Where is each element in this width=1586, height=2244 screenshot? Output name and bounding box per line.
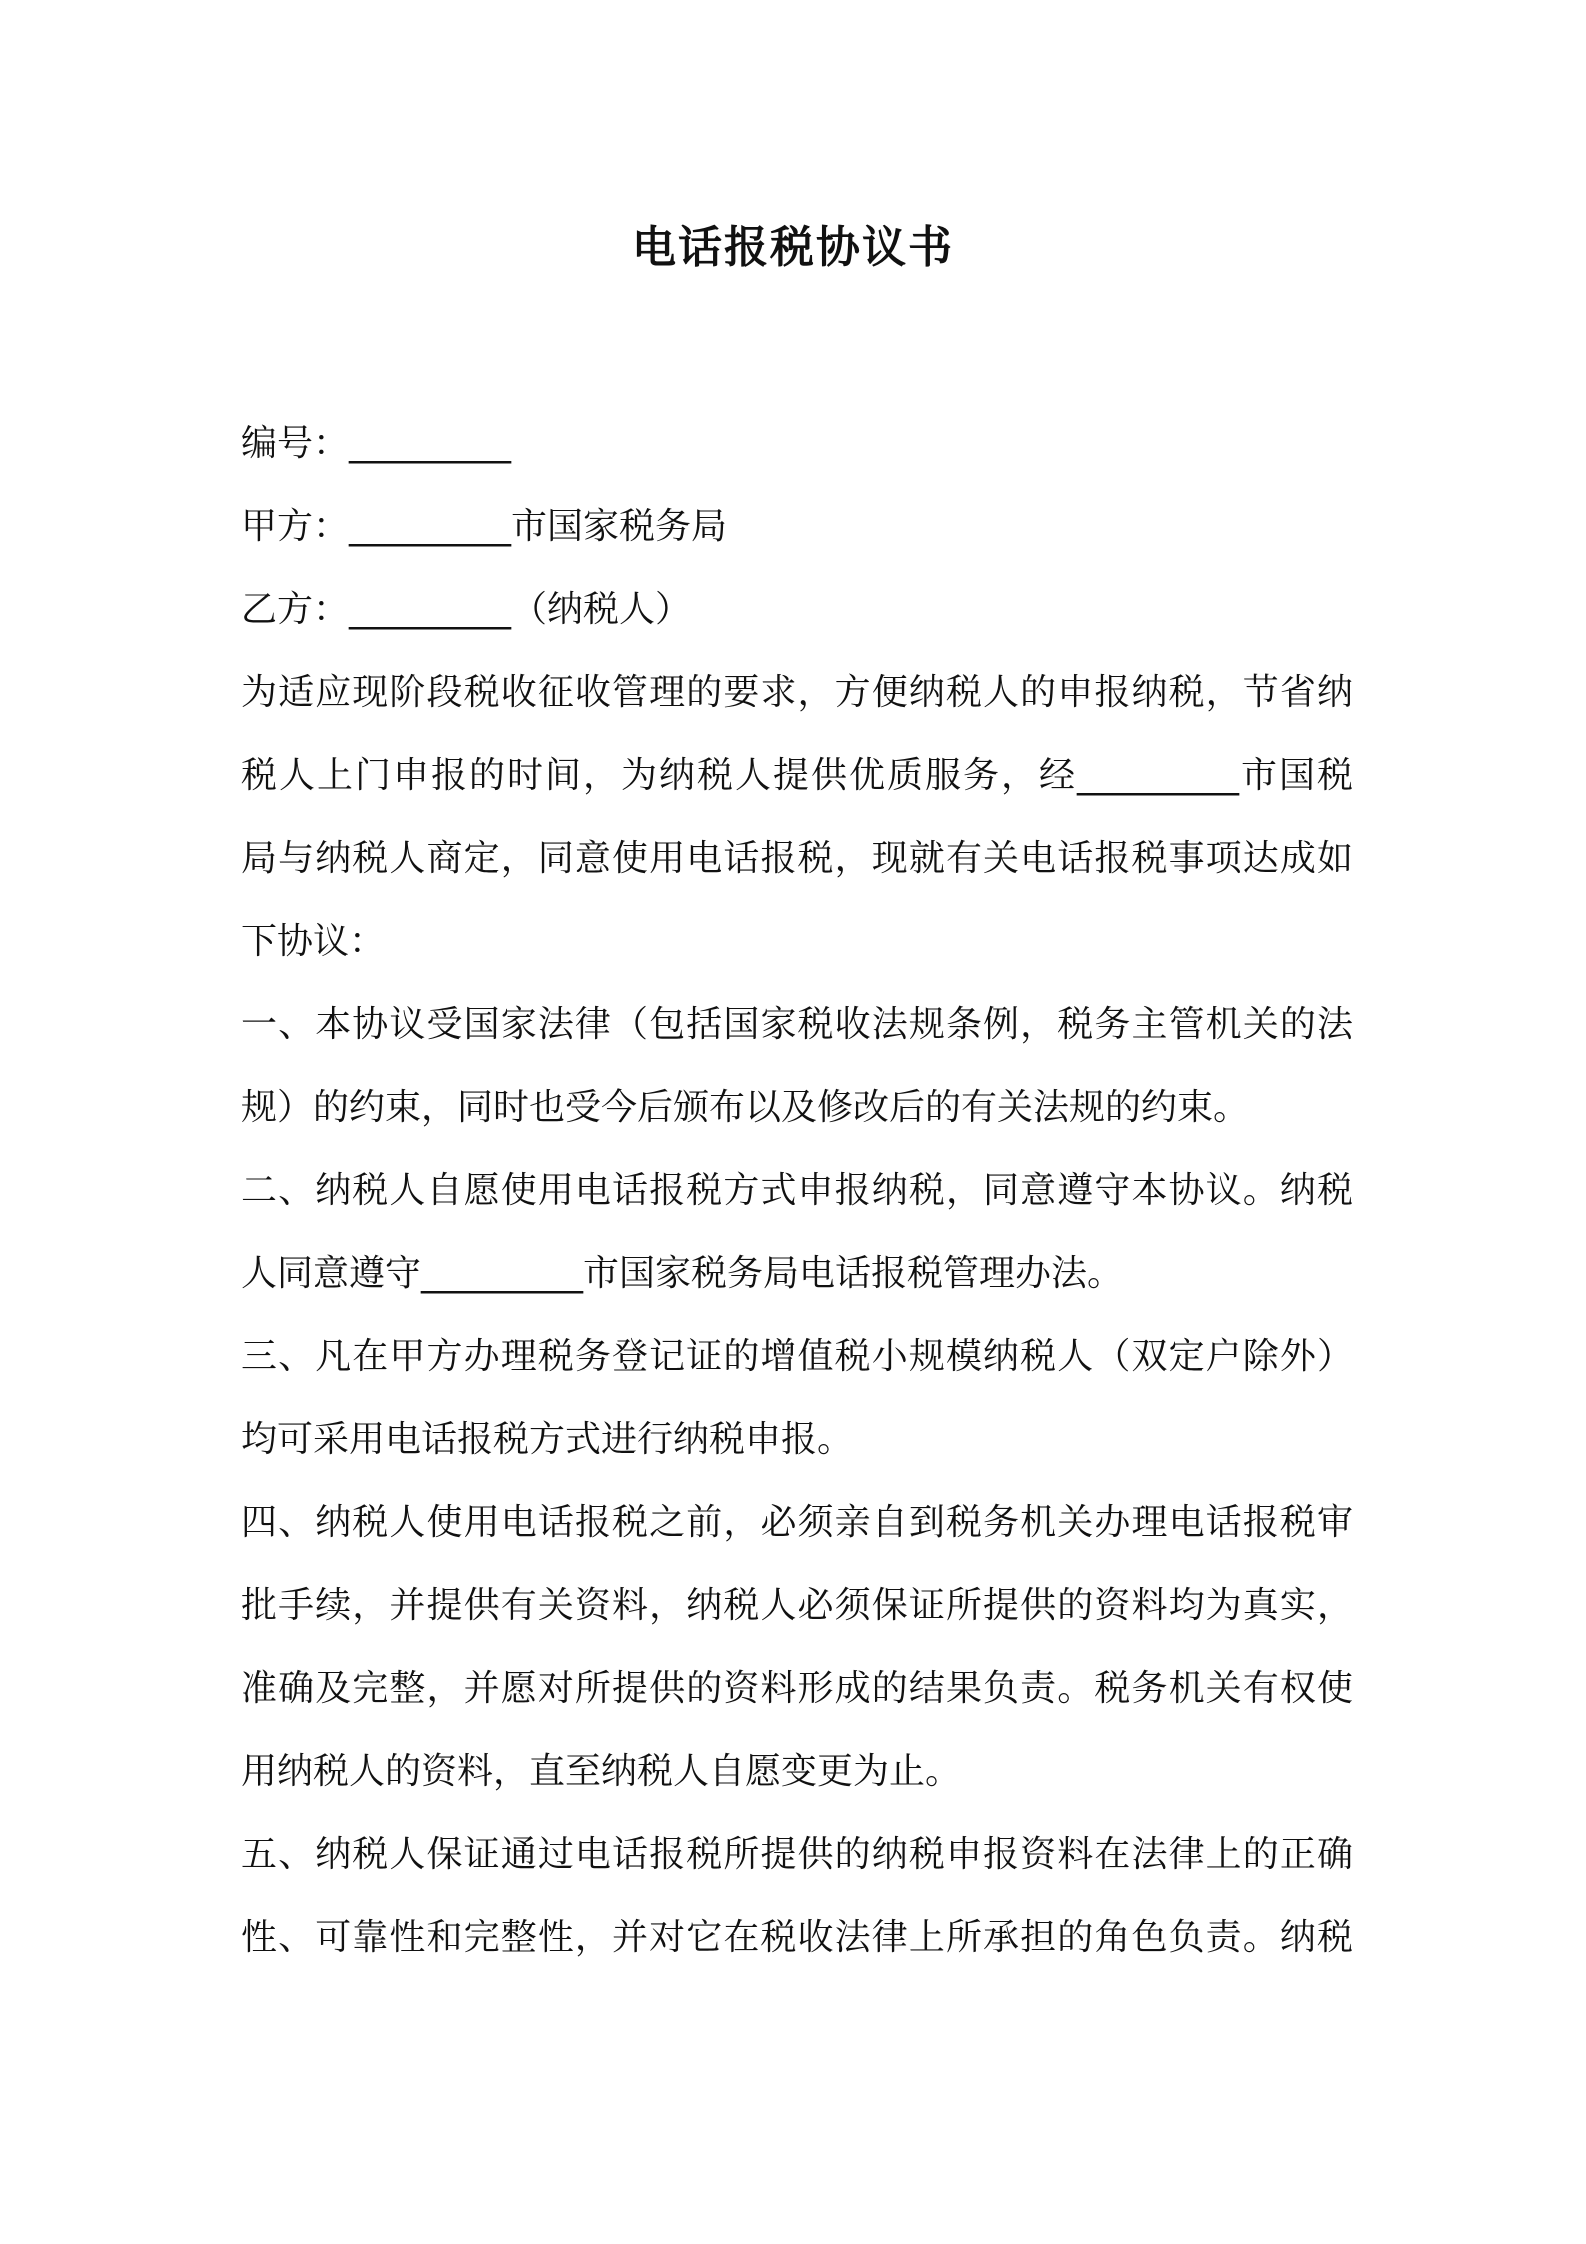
- field-number: 编号：_________: [241, 423, 512, 464]
- field-party-b: 乙方：_________（纳税人）: [241, 589, 692, 630]
- paragraph-line: 局与纳税人商定，同意使用电话报税，现就有关电话报税事项达成如: [241, 838, 1353, 879]
- clause-line: 规）的约束，同时也受今后颁布以及修改后的有关法规的约束。: [241, 1087, 1250, 1128]
- clause-line: 一、本协议受国家法律（包括国家税收法规条例，税务主管机关的法: [241, 1004, 1353, 1045]
- document-title: 电话报税协议书: [632, 222, 954, 273]
- paragraph-line: 税人上门申报的时间，为纳税人提供优质服务，经_________市国税: [241, 755, 1353, 796]
- clause-line: 三、凡在甲方办理税务登记证的增值税小规模纳税人（双定户除外）: [241, 1336, 1353, 1377]
- clause-line: 五、纳税人保证通过电话报税所提供的纳税申报资料在法律上的正确: [241, 1834, 1353, 1875]
- field-party-a: 甲方：_________市国家税务局: [241, 506, 728, 547]
- clause-line: 四、纳税人使用电话报税之前，必须亲自到税务机关办理电话报税审: [241, 1502, 1353, 1543]
- clause-line: 批手续，并提供有关资料，纳税人必须保证所提供的资料均为真实，: [241, 1585, 1353, 1626]
- clause-line: 人同意遵守_________市国家税务局电话报税管理办法。: [241, 1253, 1124, 1294]
- clause-line: 用纳税人的资料，直至纳税人自愿变更为止。: [241, 1751, 962, 1792]
- clause-line: 性、可靠性和完整性，并对它在税收法律上所承担的角色负责。纳税: [241, 1917, 1353, 1958]
- clause-line: 准确及完整，并愿对所提供的资料形成的结果负责。税务机关有权使: [241, 1668, 1353, 1709]
- clause-line: 均可采用电话报税方式进行纳税申报。: [241, 1419, 854, 1460]
- paragraph-line: 为适应现阶段税收征收管理的要求，方便纳税人的申报纳税，节省纳: [241, 672, 1353, 713]
- document-body: [241, 402, 1353, 1979]
- paragraph-line: 下协议：: [241, 921, 386, 962]
- clause-line: 二、纳税人自愿使用电话报税方式申报纳税，同意遵守本协议。纳税: [241, 1170, 1353, 1211]
